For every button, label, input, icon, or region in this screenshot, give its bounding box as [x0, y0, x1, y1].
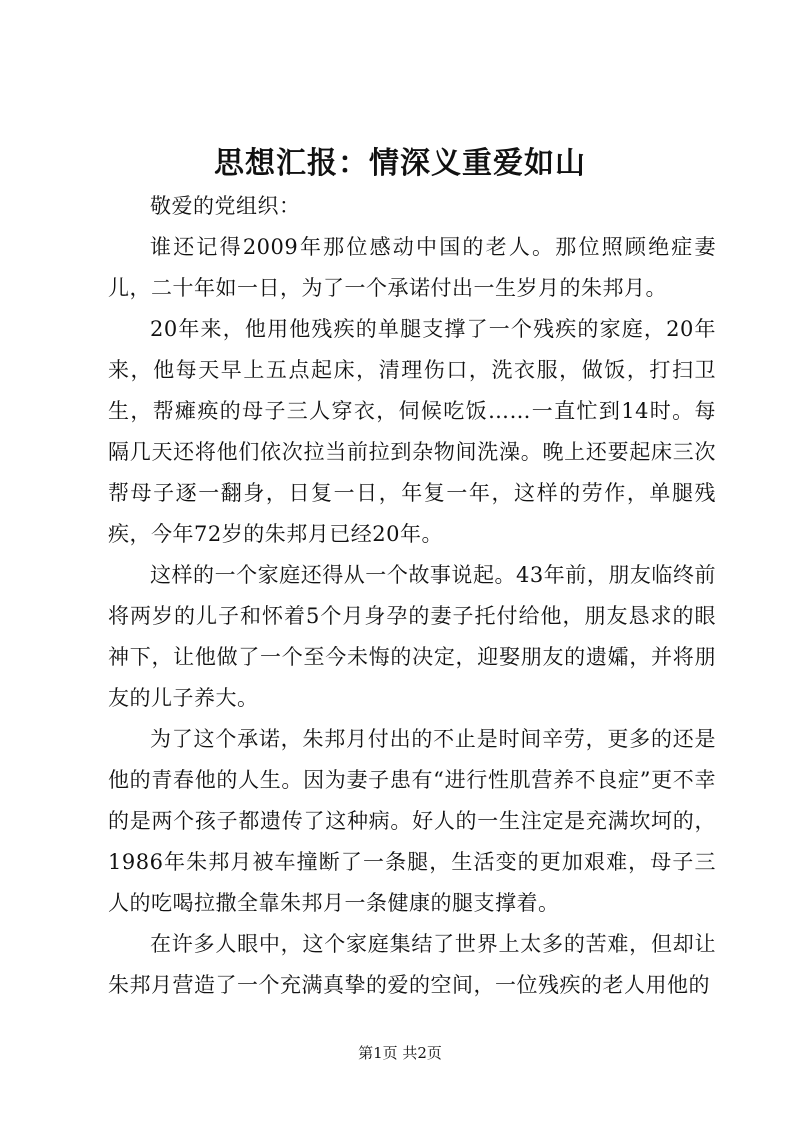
paragraph-1: 谁还记得2009年那位感动中国的老人。那位照顾绝症妻儿，二十年如一日，为了一个承诺付出一生岁月的朱邦月。	[108, 235, 716, 300]
document-body	[108, 186, 716, 1006]
salutation: 敬爱的党组织：	[150, 194, 301, 218]
document-title: 思想汇报：情深义重爱如山	[214, 146, 586, 181]
paragraph-3: 这样的一个家庭还得从一个故事说起。43年前，朋友临终前将两岁的儿子和怀着5个月身孕的妻子托付给他，朋友恳求的眼神下，让他做了一个至今未悔的决定，迎娶朋友的遗孀，并将朋友的儿子养大。	[108, 563, 716, 710]
paragraph-2: 20年来，他用他残疾的单腿支撑了一个残疾的家庭，20年来，他每天早上五点起床，清理伤口，洗衣服，做饭，打扫卫生，帮瘫痪的母子三人穿衣，伺候吃饭……一直忙到14时。每隔几天还将他们依次拉当前拉到杂物间洗澡。晚上还要起床三次帮母子逐一翻身，日复一日，年复一年，这样的劳作，单腿残疾，今年72岁的朱邦月已经20年。	[108, 317, 716, 546]
paragraph-4: 为了这个承诺，朱邦月付出的不止是时间辛劳，更多的还是他的青春他的人生。因为妻子患有“进行性肌营养不良症”更不幸的是两个孩子都遗传了这种病。好人的一生注定是充满坎坷的，1986年朱邦月被车撞断了一条腿，生活变的更加艰难，母子三人的吃喝拉撒全靠朱邦月一条健康的腿支撑着。	[108, 727, 716, 915]
paragraph-5: 在许多人眼中，这个家庭集结了世界上太多的苦难，但却让朱邦月营造了一个充满真挚的爱的空间，一位残疾的老人用他的	[108, 932, 716, 997]
page-footer: 第1页 共2页	[358, 1044, 442, 1062]
